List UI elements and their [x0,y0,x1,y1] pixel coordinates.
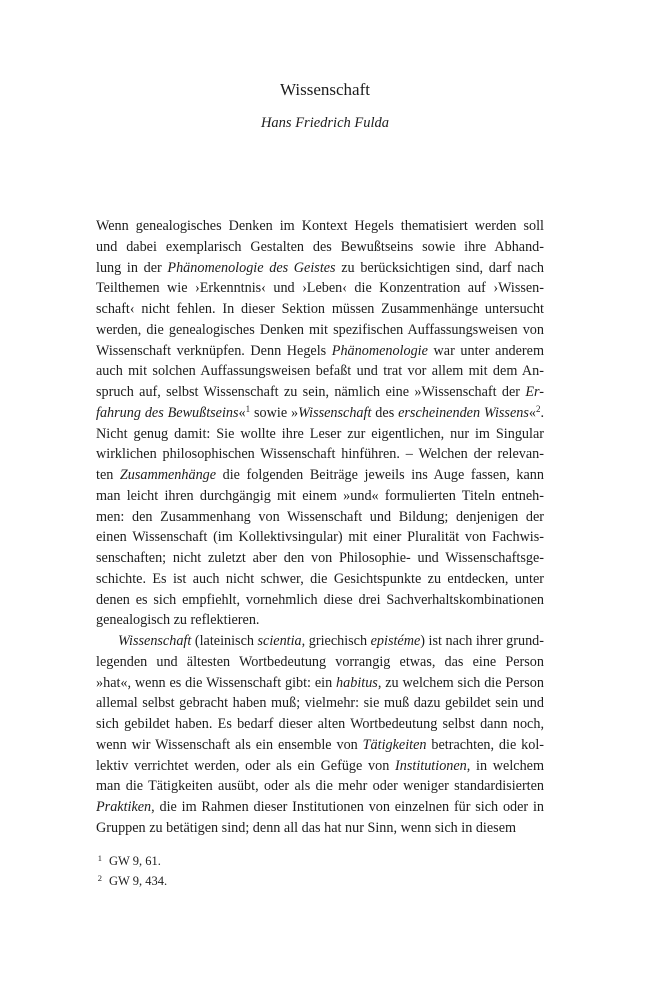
footnote [96,850,544,870]
footnote-ref: 2 [535,403,541,414]
text-line [96,361,544,382]
text-line [96,403,544,424]
text-line [96,652,544,673]
italic-text: Institutionen [395,757,467,774]
text-segment: « [528,404,536,421]
text-segment: Wenn genealogisches Denken im Kontext Hegels thematisiert werden soll [96,218,544,234]
text-segment: Teilthemen wie ›Erkenntnis‹ und ›Leben‹ die Konzentration auf ›Wissen- [96,280,544,297]
text-line [96,631,544,652]
text-segment: schichte. Es ist auch nicht schwer, die Gesichtspunkte zu entdecken, unter [96,570,544,587]
italic-text: Wissenschaft [298,404,372,421]
text-segment: . [540,404,544,421]
text-segment: wirklichen philosophischen Wissenschaft hinführen. – Welchen der relevan- [96,446,544,463]
italic-text: Tätigkeiten [362,736,427,753]
text-segment: men: den Zusammenhang von Wissenschaft und Bildung; denjenigen der [96,508,544,525]
text-line [96,341,544,362]
text-segment: »hat«, wenn es die Wissenschaft gibt: ein [96,674,337,691]
text-segment: man leicht ihren durchgängig mit einem »und« formulierten Titeln entneh- [96,487,544,504]
text-line [96,776,544,797]
text-segment: Wissenschaft verknüpfen. Denn Hegels [96,342,332,359]
text-line [96,673,544,694]
italic-text: epistéme [370,633,421,649]
footnote-text: GW 9, 61. [109,854,161,868]
text-line [96,444,544,465]
text-line [96,548,544,569]
footnote-ref: 1 [245,403,251,414]
italic-text: scientia [257,633,302,649]
footnote-number: 2 [97,873,102,883]
text-segment: die folgenden Beiträge jeweils ins Auge fassen, kann [216,467,544,483]
paragraph [96,216,544,631]
author-name: Hans Friedrich Fulda [260,115,390,131]
text-segment: (lateinisch [191,633,258,649]
text-line [96,486,544,507]
italic-text: Phänomenologie [331,342,428,359]
text-segment: , zu welchem sich die Person [377,674,544,691]
text-segment: und dabei exemplarisch Gestalten des Bewußtseins sowie ihre Abhand- [96,238,544,255]
footnote-number: 1 [97,853,102,863]
footnotes [96,850,544,890]
text-segment: war unter anderem [427,342,544,359]
text-line [96,237,544,258]
text-line [96,818,544,839]
text-segment: des [371,404,399,421]
text-line [96,424,544,445]
text-segment: Nicht genug damit: Sie wollte ihre Leser zur eigentlichen, nur im Singular [96,425,544,442]
text-segment: sowie » [250,404,299,421]
text-segment: betrachten, die kol- [426,736,544,753]
text-segment: senschaften; nicht zuletzt aber den von Philosophie- und Wissenschaftsge- [96,550,544,566]
text-segment: werden, die genealogisches Denken mit spezifischen Auffassungsweisen von [96,321,544,338]
footnote [96,870,544,890]
text-segment: man die Tätigkeiten ausübt, oder als die mehr oder weniger standardisierten [96,778,544,795]
text-line [96,382,544,403]
text-line [96,507,544,528]
text-segment: wenn wir Wissenschaft als ein ensemble von [96,736,363,753]
italic-text: Wissenschaft [118,633,192,649]
text-line [96,320,544,341]
text-segment: allemal selbst gebracht haben muß; vielmehr: sie muß dazu gebildet sein und [96,695,544,712]
text-segment: « [238,404,246,421]
italic-text: habitus [336,674,378,691]
text-segment: lektiv verrichtet werden, oder als ein Gefüge von [96,757,396,774]
text-segment: ten [96,467,120,483]
text-line [96,465,544,486]
text-line [96,797,544,818]
text-line [96,590,544,611]
italic-text: fahrung des Bewußtseins [96,404,239,421]
text-segment: genealogisch zu reflektieren. [96,612,260,629]
text-segment: auch mit solchen Auffassungsweisen befaßt und trat vor allem mit dem An- [96,363,544,380]
text-line [96,216,544,237]
text-line [96,569,544,590]
chapter-title: Wissenschaft [280,80,370,99]
italic-text: Er- [525,384,544,400]
text-segment: zu berücksichtigen sind, darf nach [335,259,544,276]
text-segment: spruch auf, selbst Wissenschaft zu sein, nämlich eine »Wissenschaft der [96,384,526,400]
text-segment: lung in der [96,259,168,276]
paragraph [96,631,544,839]
italic-text: Praktiken [96,799,152,815]
body-text [96,216,544,839]
text-line [96,735,544,756]
text-line [96,278,544,299]
italic-text: Zusammenhänge [119,467,217,483]
italic-text: erscheinenden Wissens [398,404,529,421]
text-line [96,610,544,631]
text-segment: ) ist nach ihrer grund- [420,633,544,649]
text-line [96,756,544,777]
text-segment: denen es sich empfiehlt, vornehmlich diese drei Sachverhaltskombinationen [96,591,544,608]
text-line [96,258,544,279]
text-segment: Gruppen zu betätigen sind; denn all das hat nur Sinn, wenn sich in diesem [96,819,517,836]
text-segment: , griechisch [301,633,371,649]
text-segment: legenden und ältesten Wortbedeutung vorrangig etwas, das eine Person [96,653,544,670]
text-segment: , die im Rahmen dieser Institutionen von einzelnen für sich oder in [151,799,544,815]
text-line [96,693,544,714]
text-segment: sich gebildet haben. Es bedarf dieser alten Wortbedeutung selbst dann noch, [96,716,544,732]
text-line [96,714,544,735]
text-line [96,299,544,320]
text-segment: schaft‹ nicht fehlen. In dieser Sektion müssen Zusammenhänge untersucht [96,301,544,317]
italic-text: Phänomenologie des Geistes [167,259,336,276]
footnote-text: GW 9, 434. [109,874,168,888]
text-segment: , in welchem [466,757,544,774]
text-segment: einen Wissenschaft (im Kollektivsingular) mit einer Pluralität von Fachwis- [96,529,544,546]
text-line [96,527,544,548]
